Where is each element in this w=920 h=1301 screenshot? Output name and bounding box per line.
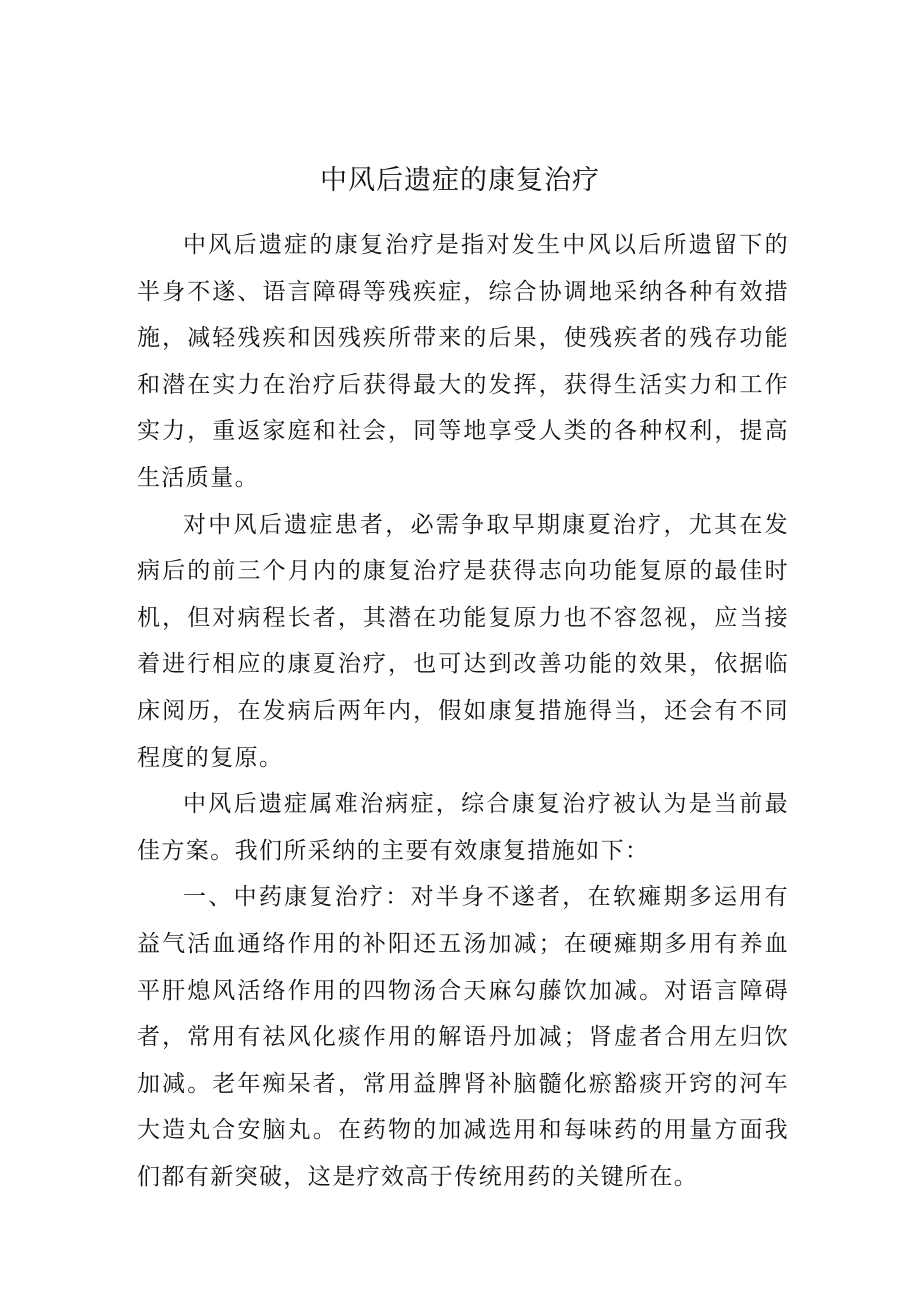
paragraph-intro: 中风后遗症的康复治疗是指对发生中风以后所遗留下的半身不遂、语言障碍等残疾症，综合协调地采纳各种有效措施，减轻残疾和因残疾所带来的后果，使残疾者的残存功能和潜在实力在治疗后获得最大的发挥，获得生活实力和工作实力，重返家庭和社会，同等地享受人类的各种权利，提高生活质量。 xyxy=(137,232,789,491)
paragraph-early-treatment: 对中风后遗症患者，必需争取早期康夏治疗，尤其在发病后的前三个月内的康复治疗是获得志向功能复原的最佳时机，但对病程长者，其潜在功能复原力也不容忽视，应当接着进行相应的康夏治疗，也可达到改善功能的效果，依据临床阅历，在发病后两年内，假如康复措施得当，还会有不同程度的复原。 xyxy=(137,511,789,771)
document-body xyxy=(137,222,789,1200)
paragraph-comprehensive-treatment: 中风后遗症属难治病症，综合康复治疗被认为是当前最佳方案。我们所采纳的主要有效康复措施如下： xyxy=(137,791,789,864)
paragraph-chinese-medicine: 一、中药康复治疗：对半身不遂者，在软瘫期多运用有益气活血通络作用的补阳还五汤加减；在硬瘫期多用有养血平肝熄风活络作用的四物汤合天麻勾藤饮加减。对语言障碍者，常用有祛风化痰作用的解语丹加减；肾虚者合用左归饮加减。老年痴呆者，常用益脾肾补脑髓化瘀豁痰开窍的河车大造丸合安脑丸。在药物的加减选用和每味药的用量方面我们都有新突破，这是疗效高于传统用药的关键所在。 xyxy=(137,884,789,1190)
document-title: 中风后遗症的康复治疗 xyxy=(320,165,600,196)
